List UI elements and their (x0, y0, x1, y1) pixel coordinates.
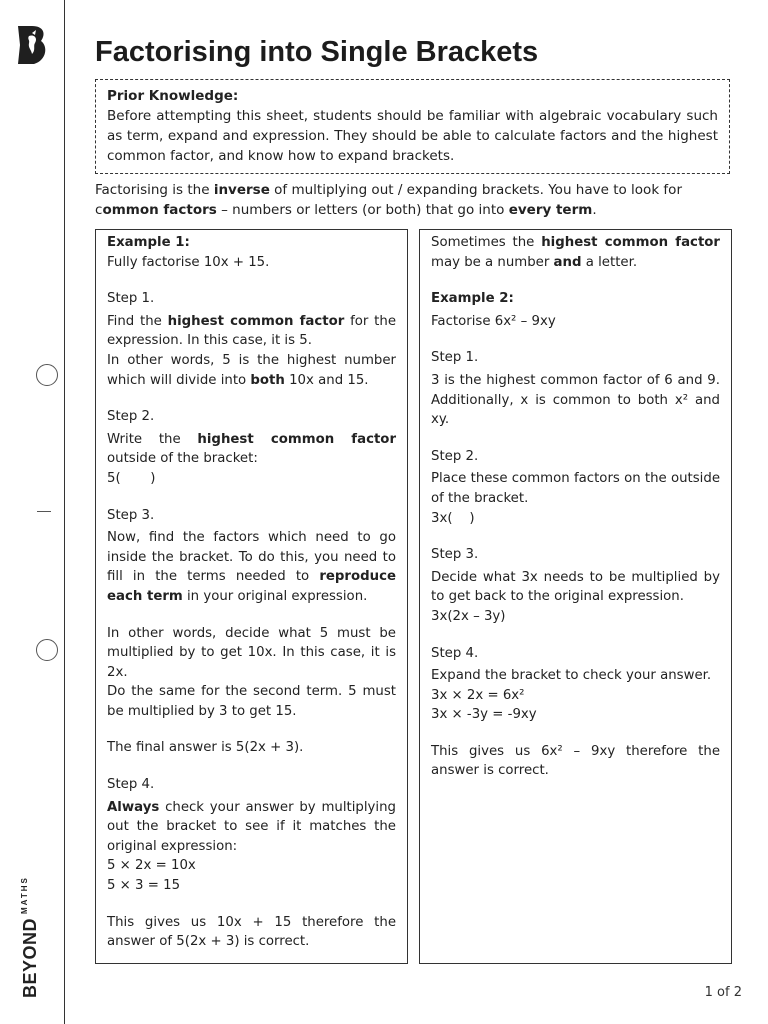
intro-text-1: Factorising is the (95, 182, 214, 198)
example-2-step3-label: Step 3. (431, 547, 479, 563)
example-1-step1-label: Step 1. (107, 291, 155, 307)
text-span: check your answer by multiplying out the bracket to see if it matches the original expression: (107, 799, 396, 854)
text-span: Now, find the factors which need to go inside the bracket. To do this, you need to fill in the terms needed to (107, 530, 396, 585)
example-2-step4-text: Expand the bracket to check your answer. (431, 668, 712, 684)
brand-vertical (20, 876, 41, 998)
example-1-check-1: 5 × 2x = 10x (107, 858, 196, 874)
brand-word-beyond: BEYOND (20, 917, 40, 998)
example-1-step4-text (107, 798, 396, 857)
intro-bold-common-factors: ommon factors (102, 202, 217, 218)
text-span: Find the (107, 313, 168, 329)
example-2-step1-text: 3 is the highest common factor of 6 and 9. Additionally, x is common to both x² and xy. (431, 372, 720, 428)
bold-span: highest common factor (167, 313, 345, 329)
text-span: Write the (107, 431, 198, 447)
bold-span: and (553, 254, 582, 270)
text-span: for the expression. In this case, it is 5. (107, 313, 396, 349)
example-2-heading: Example 2: (431, 291, 514, 307)
bold-span: highest common factor (541, 235, 720, 250)
text-span: in your original expression. (182, 588, 368, 604)
example-1-conclusion: This gives us 10x + 15 therefore the answer of 5(2x + 3) is correct. (107, 914, 396, 950)
prior-knowledge-heading: Prior Knowledge: (107, 88, 239, 104)
beyond-logo-icon (14, 24, 50, 66)
example-2-note (431, 233, 720, 272)
example-1-step1-text-a (107, 312, 396, 351)
example-2-step1-label: Step 1. (431, 350, 479, 366)
example-1-box (95, 229, 408, 964)
example-2-step2-label: Step 2. (431, 448, 479, 464)
prior-knowledge-text: Before attempting this sheet, students should be familiar with algebraic vocabulary such as term, expand and expression. They should be able to calculate factors and the highest common factor, and know how to expand brackets. (107, 108, 718, 164)
text-span: outside of the bracket: (107, 451, 258, 467)
example-2-step3-text: Decide what 3x needs to be multiplied by to get back to the original expression. (431, 569, 720, 605)
intro-bold-inverse: inverse (213, 182, 270, 198)
text-span: may be a number (431, 254, 554, 270)
example-1-step2-label: Step 2. (107, 409, 155, 425)
example-1-final-answer: The final answer is 5(2x + 3). (107, 740, 304, 756)
punch-hole-top (36, 364, 58, 386)
punch-hole-bottom (36, 639, 58, 661)
bold-span: reproduce each term (107, 569, 396, 604)
example-2-step2-text: Place these common factors on the outside of the bracket. (431, 471, 720, 506)
example-2-step2-expression: 3x( ) (431, 510, 475, 526)
example-1-step2-text (107, 430, 396, 469)
bold-span: highest common factor (197, 431, 396, 447)
example-2-step3-expression: 3x(2x – 3y) (431, 608, 506, 624)
example-1-step3-label: Step 3. (107, 507, 155, 523)
intro-text-2: of multiplying out / expanding brackets. You have to look for c (95, 182, 682, 218)
example-2-check-2: 3x × -3y = -9xy (431, 707, 537, 723)
intro-text-4: . (592, 202, 597, 218)
text-span: a letter. (581, 254, 638, 270)
example-1-step2-expression: 5( ) (107, 470, 156, 486)
example-1-step3-text-b: In other words, decide what 5 must be multiplied by to get 10x. In this case, it is 2x. (107, 625, 396, 680)
intro-bold-every-term: every term (508, 202, 593, 218)
page-number: 1 of 2 (704, 985, 742, 1000)
example-1-step3-text-a (107, 528, 396, 606)
page-title: Factorising into Single Brackets (95, 36, 539, 68)
fold-mark (37, 511, 51, 512)
bold-span: both (250, 372, 285, 388)
example-2-box (419, 229, 732, 964)
example-1-check-2: 5 × 3 = 15 (107, 878, 181, 894)
bold-span: Always (107, 799, 160, 815)
example-2-conclusion: This gives us 6x² – 9xy therefore the answer is correct. (431, 743, 720, 779)
example-1-task: Fully factorise 10x + 15. (107, 254, 270, 270)
example-2-check-1: 3x × 2x = 6x² (431, 687, 525, 703)
text-span: Sometimes the (431, 235, 542, 250)
example-1-heading: Example 1: (107, 235, 190, 250)
text-span: 10x and 15. (284, 372, 369, 388)
margin-line (64, 0, 65, 1024)
text-span: In other words, 5 is the highest number which will divide into (107, 352, 396, 388)
example-1-step1-text-b (107, 351, 396, 390)
prior-knowledge-box (95, 79, 730, 174)
example-1-step4-label: Step 4. (107, 777, 155, 793)
intro-text-3: – numbers or letters (or both) that go into (216, 202, 509, 218)
example-1-step3-text-c: Do the same for the second term. 5 must be multiplied by 3 to get 15. (107, 684, 396, 719)
intro-paragraph (95, 180, 735, 220)
example-2-task: Factorise 6x² – 9xy (431, 313, 556, 329)
example-2-step4-label: Step 4. (431, 645, 479, 661)
brand-word-maths: MATHS (20, 876, 29, 914)
